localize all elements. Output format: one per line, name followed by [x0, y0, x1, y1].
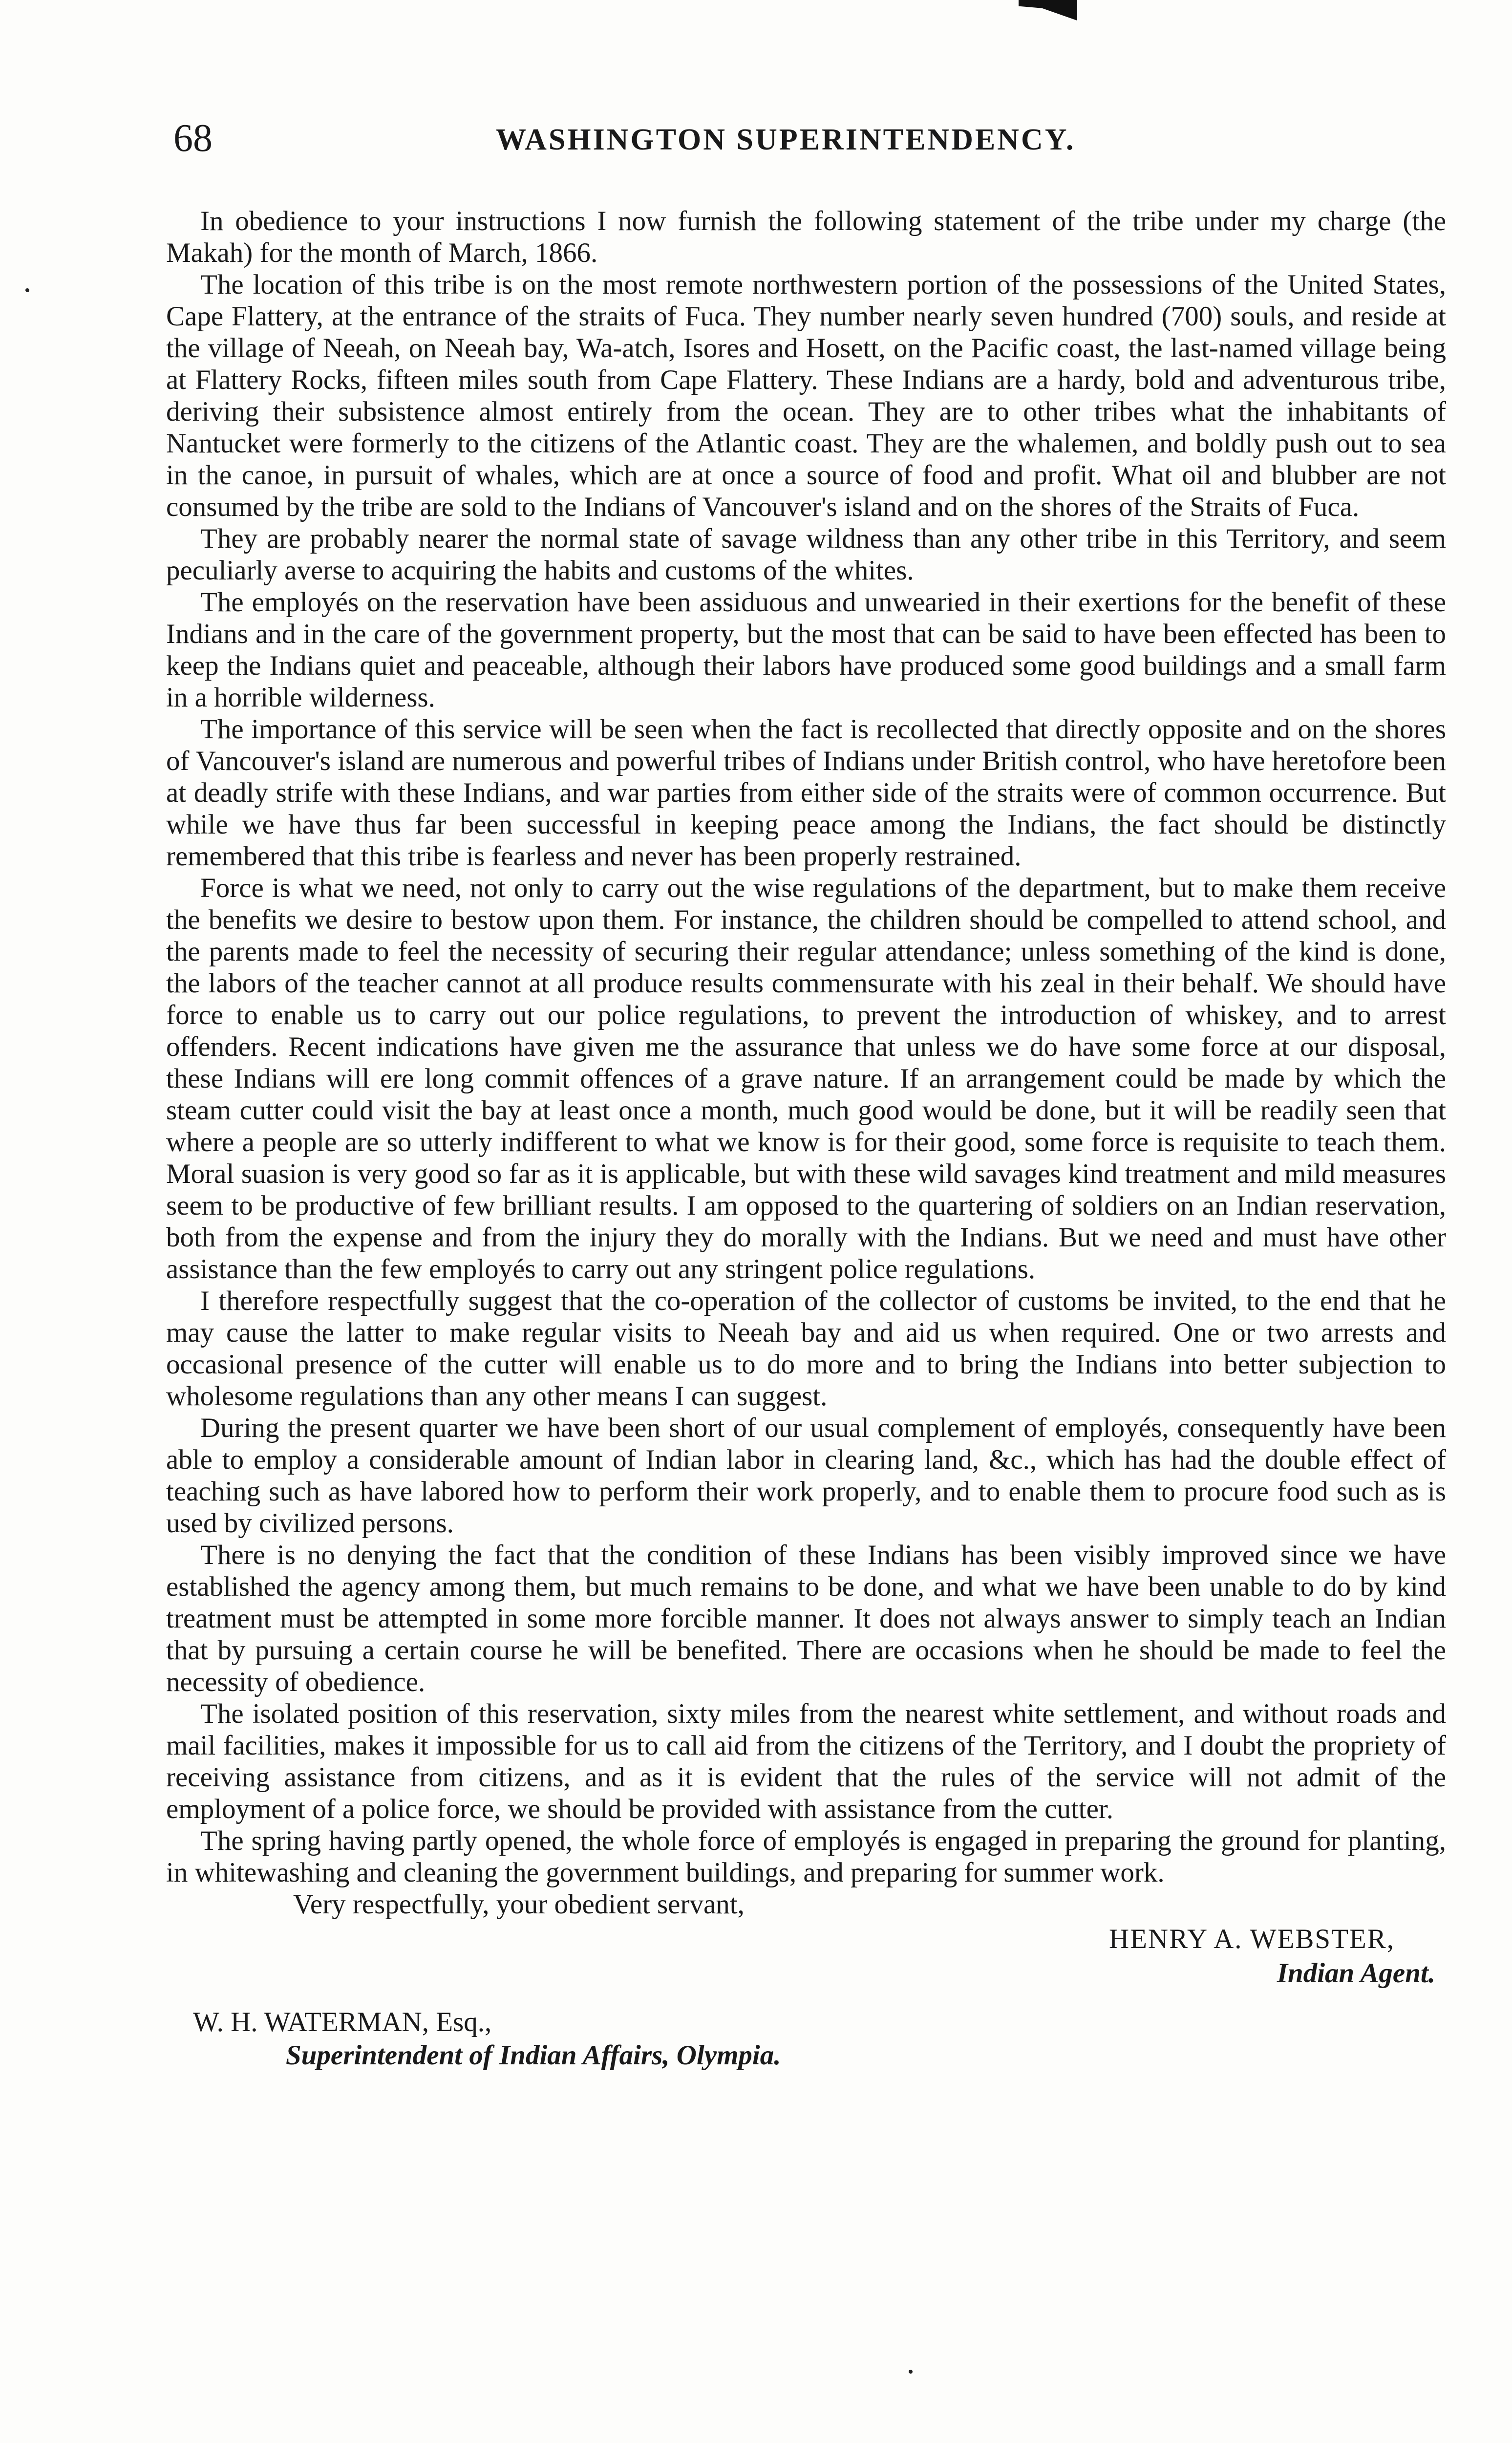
signature-block [166, 1923, 1446, 1992]
margin-speck [25, 288, 29, 292]
paragraph-7: I therefore respectfully suggest that the co-operation of the collector of customs be invited, to the end that he may cause the latter to make regular visits to Neeah bay and aid us when required. One or two arrests and occasional presence of the cutter will enable us to do more and to bring the Indians into better subjection to wholesome regulations than any other means I can suggest. [166, 1286, 1446, 1412]
paragraph-9: There is no denying the fact that the condition of these Indians has been visibly improved since we have established the agency among them, but much remains to be done, and what we have been unable to do by kind treatment must be attempted in some more forcible manner. It does not always answer to simply teach an Indian that by pursuing a certain course he will be benefited. There are occasions when he should be made to feel the necessity of obedience. [166, 1540, 1446, 1697]
signatory-title: Indian Agent. [1277, 1958, 1435, 1989]
paragraph-10: The isolated position of this reservation, sixty miles from the nearest white settlement, and without roads and mail facilities, makes it impossible for us to call aid from the citizens of the Territory, and I doubt the propriety of receiving assistance from citizens, and as it is evident that the rules of the service will not admit of the employment of a police force, we should be provided with assistance from the cutter. [166, 1698, 1446, 1824]
scan-artifact-mark [1019, 0, 1077, 21]
paragraph-2: The location of this tribe is on the most remote northwestern portion of the possessions of the United States, Cape Flattery, at the entrance of the straits of Fuca. They number nearly seven hundred (700) souls, and reside at the village of Neeah, on Neeah bay, Wa-atch, Isores and Hosett, on the Pacific coast, the last-named village being at Flattery Rocks, fifteen miles south from Cape Flattery. These Indians are a hardy, bold and adventurous tribe, deriving their subsistence almost entirely from the ocean. They are to other tribes what the inhabitants of Nantucket were formerly to the citizens of the Atlantic coast. They are the whalemen, and boldly push out to sea in the canoe, in pursuit of whales, which are at once a source of food and profit. What oil and blubber are not consumed by the tribe are sold to the Indians of Vancouver's island and on the shores of the Straits of Fuca. [166, 269, 1446, 522]
closing-salutation: Very respectfully, your obedient servant, [293, 1889, 745, 1920]
addressee-block [166, 2006, 1446, 2075]
paragraph-4: The employés on the reservation have been assiduous and unwearied in their exertions for the benefit of these Indians and in the care of the government property, but the most that can be said to have been effected has been to keep the Indians quiet and peaceable, although their labors have produced some good buildings and a small farm in a horrible wilderness. [166, 587, 1446, 713]
paragraph-1: In obedience to your instructions I now furnish the following statement of the tribe under my charge (the Makah) for the month of March, 1866. [166, 206, 1446, 268]
page-number: 68 [173, 117, 213, 160]
paragraph-8: During the present quarter we have been short of our usual complement of employés, consequently have been able to employ a considerable amount of Indian labor in clearing land, &c., which has had the double effect of teaching such as have labored how to perform their work properly, and to enable them to procure food such as is used by civilized persons. [166, 1413, 1446, 1539]
running-head: WASHINGTON SUPERINTENDENCY. [496, 123, 1076, 156]
paragraph-3: They are probably nearer the normal state of savage wildness than any other tribe in this Territory, and seem peculiarly averse to acquiring the habits and customs of the whites. [166, 523, 1446, 586]
addressee-title: Superintendent of Indian Affairs, Olympia. [286, 2040, 781, 2071]
paragraph-11: The spring having partly opened, the whole force of employés is engaged in preparing the ground for planting, in whitewashing and cleaning the government buildings, and preparing for summer work. [166, 1825, 1446, 1888]
margin-speck [909, 2370, 913, 2374]
page-header [173, 116, 1463, 160]
signatory-name: HENRY A. WEBSTER, [1108, 1924, 1395, 1954]
letter-body [166, 205, 1446, 2075]
paragraph-6: Force is what we need, not only to carry out the wise regulations of the department, but to make them receive the benefits we desire to bestow upon them. For instance, the children should be compelled to attend school, and the parents made to feel the necessity of securing their regular attendance; unless something of the kind is done, the labors of the teacher cannot at all produce results commensurate with his zeal in their behalf. We should have force to enable us to carry out our police regulations, to prevent the introduction of whiskey, and to arrest offenders. Recent indications have given me the assurance that unless we do have some force at our disposal, these Indians will ere long commit offences of a grave nature. If an arrangement could be made by which the steam cutter could visit the bay at least once a month, much good would be done, but it will be readily seen that where a people are so utterly indifferent to what we know is for their good, some force is requisite to teach them. Moral suasion is very good so far as it is applicable, but with these wild savages kind treatment and mild measures seem to be productive of few brilliant results. I am opposed to the quartering of soldiers on an Indian reservation, both from the expense and from the injury they do morally with the Indians. But we need and must have other assistance than the few employés to carry out any stringent police regulations. [166, 873, 1446, 1285]
paragraph-5: The importance of this service will be seen when the fact is recollected that directly opposite and on the shores of Vancouver's island are numerous and powerful tribes of Indians under British control, who have heretofore been at deadly strife with these Indians, and war parties from either side of the straits were of common occurrence. But while we have thus far been successful in keeping peace among the Indians, the fact should be distinctly remembered that this tribe is fearless and never has been properly restrained. [166, 714, 1446, 872]
addressee-name: W. H. WATERMAN, Esq., [193, 2007, 492, 2037]
